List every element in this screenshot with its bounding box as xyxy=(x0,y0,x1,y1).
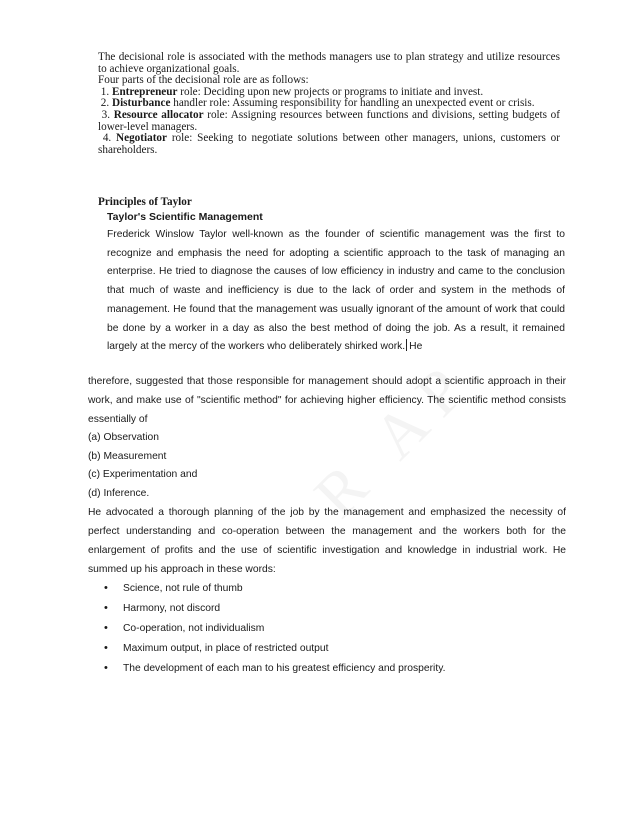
decisional-parts-lead: Four parts of the decisional role are as follows: xyxy=(98,74,309,87)
list-item: • Maximum output, in place of restricted output xyxy=(88,639,566,659)
scientific-method-paragraph: therefore, suggested that those responsible for management should adopt a scientific approach in their work, and make use of "scientific method" for achieving higher efficiency. The scientific method consists essentially of xyxy=(88,376,566,425)
role-name: Entrepreneur xyxy=(111,85,178,98)
role-item-resource-allocator: 3. Resource allocator role: Assigning resources between functions and divisions, setting budgets of lower-level managers. xyxy=(98,108,560,133)
decisional-role-section xyxy=(98,52,560,156)
scientific-management-section xyxy=(107,210,565,357)
bullet-icon: • xyxy=(104,661,108,674)
bullet-icon: • xyxy=(104,582,108,595)
role-name: Negotiator xyxy=(116,132,167,145)
principles-list xyxy=(88,579,566,678)
role-name: Disturbance xyxy=(111,97,171,110)
role-item-negotiator: 4. Negotiator role: Seeking to negotiate solutions between other managers, unions, customers or shareholders. xyxy=(98,132,560,156)
list-item: • Harmony, not discord xyxy=(88,599,566,619)
text-cursor xyxy=(406,339,407,351)
list-item: • Science, not rule of thumb xyxy=(88,579,566,599)
list-item: • The development of each man to his greatest efficiency and prosperity. xyxy=(88,659,566,679)
method-step: (a) Observation xyxy=(88,432,159,443)
planning-paragraph: He advocated a thorough planning of the job by the management and emphasized the necessity of perfect understanding and co-operation between the management and the workers both for the enlargement of profits and the use of scientific investigation and knowledge in industrial work. He summed up his approach in these words: xyxy=(88,507,566,576)
method-step: (b) Measurement xyxy=(88,450,167,462)
decisional-intro-paragraph: The decisional role is associated with the methods managers use to plan strategy and utilize resources to achieve organizational goals. xyxy=(98,51,560,75)
taylor-paragraph: Frederick Winslow Taylor well-known as the founder of scientific management was the first to recognize and emphasis the need for adopting a scientific approach to the task of managing an enterprise. He tried to diagnose the causes of low efficiency in industry and came to the conclusion that much of waste and inefficiency is due to the lack of order and system in the methods of management. He found that the management was usually ignorant of the amount of work that could be done by a worker in a day as also the best method of doing the job. As a result, it remained largely at the mercy of the workers who deliberately shirked work. He xyxy=(107,229,565,353)
section-heading: Taylor's Scientific Management xyxy=(107,211,263,223)
role-name: Resource allocator xyxy=(113,108,204,121)
principles-title: Principles of Taylor xyxy=(98,196,192,208)
list-item: • Co-operation, not individualism xyxy=(88,619,566,639)
role-item-entrepreneur: 1. Entrepreneur role: Deciding upon new projects or programs to initiate and invest. xyxy=(100,85,484,98)
bullet-icon: • xyxy=(104,602,108,615)
scientific-method-section xyxy=(88,372,566,678)
bullet-icon: • xyxy=(104,621,108,634)
method-step: (d) Inference. xyxy=(88,487,150,499)
method-step: (c) Experimentation and xyxy=(88,469,198,481)
bullet-icon: • xyxy=(104,641,108,654)
role-item-disturbance: 2. Disturbance handler role: Assuming responsibility for handling an unexpected event or crisis. xyxy=(100,97,535,110)
